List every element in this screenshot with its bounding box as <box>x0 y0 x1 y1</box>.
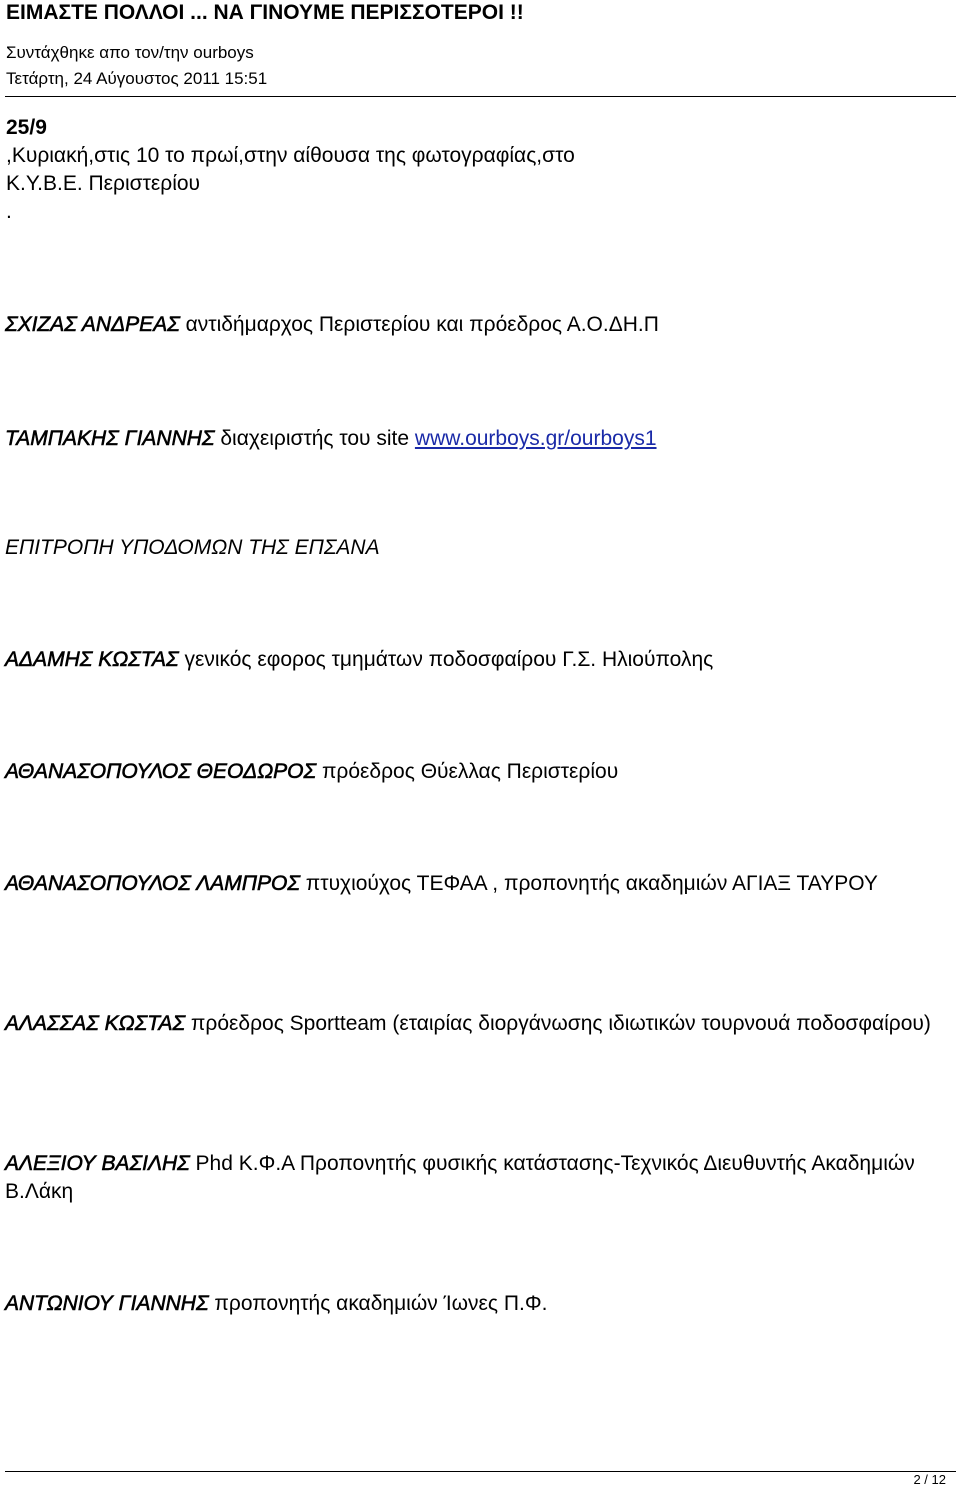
date-heading: 25/9 <box>6 116 47 139</box>
entry-alassas <box>5 1010 950 1038</box>
entry-antoniou <box>5 1290 950 1318</box>
entry-name: ΑΘΑΝΑΣΟΠΟΥΛΟΣ ΛΑΜΠΡΟΣ <box>5 872 300 895</box>
entry-alexiou <box>5 1150 950 1206</box>
entry-athanasopoulos-theodoros <box>5 758 950 786</box>
entry-name: ΑΘΑΝΑΣΟΠΟΥΛΟΣ ΘΕΟΔΩΡΟΣ <box>5 760 317 783</box>
site-link[interactable]: www.ourboys.gr/ourboys1 <box>414 427 657 450</box>
entry-name: ΣΧΙΖΑΣ ΑΝΔΡΕΑΣ <box>5 313 180 336</box>
page-number: 2 / 12 <box>913 1472 946 1487</box>
entry-name: ΕΠΙΤΡΟΠΗ ΥΠΟΔΟΜΩΝ ΤΗΣ ΕΠΣΑΝΑ <box>5 536 380 559</box>
entry-name: ΑΝΤΩΝΙΟΥ ΓΙΑΝΝΗΣ <box>5 1292 209 1315</box>
page-title: ΕΙΜΑΣΤΕ ΠΟΛΛΟΙ ... ΝΑ ΓΙΝΟΥΜΕ ΠΕΡΙΣΣΟΤΕΡΟΙ !! <box>6 1 524 24</box>
entry-name: ΑΔΑΜΗΣ ΚΩΣΤΑΣ <box>5 648 179 671</box>
entry-name: ΑΛΕΞΙΟΥ ΒΑΣΙΛΗΣ <box>5 1152 190 1175</box>
entry-committee <box>5 534 950 562</box>
intro-period: . <box>6 200 12 223</box>
header-divider <box>5 96 956 97</box>
entry-tampakis <box>5 425 950 453</box>
entry-adamis <box>5 646 950 674</box>
entry-schizas <box>5 311 950 339</box>
entry-description: Phd Κ.Φ.Α Προπονητής φυσικής κατάστασης-Τεχνικός Διευθυντής Ακαδημιών Β.Λάκη <box>5 1152 915 1203</box>
entry-description: προπονητής ακαδημιών Ίωνες Π.Φ. <box>208 1292 548 1315</box>
entry-description: αντιδήμαρχος Περιστερίου και πρόεδρος Α.Ο.ΔΗ.Π <box>179 313 659 336</box>
entry-description: πρόεδρος Sportteam (εταιρίας διοργάνωσης ιδιωτικών τουρνουά ποδοσφαίρου) <box>185 1012 931 1035</box>
intro-line-1: ,Κυριακή,στις 10 το πρωί,στην αίθουσα της φωτογραφίας,στο <box>6 144 575 167</box>
entry-name: ΑΛΑΣΣΑΣ ΚΩΣΤΑΣ <box>5 1012 186 1035</box>
entry-athanasopoulos-lampros <box>5 870 950 898</box>
entry-description: γενικός εφορος τμημάτων ποδοσφαίρου Γ.Σ. Ηλιούπολης <box>178 648 714 671</box>
date-line: Τετάρτη, 24 Αύγουστος 2011 15:51 <box>6 69 268 88</box>
entry-description: πρόεδρος Θύελλας Περιστερίου <box>316 760 619 783</box>
footer-divider <box>5 1471 956 1472</box>
entry-description: διαχειριστής του site <box>214 427 415 450</box>
entry-name: ΤΑΜΠΑΚΗΣ ΓΙΑΝΝΗΣ <box>5 427 215 450</box>
entry-description: πτυχιούχος ΤΕΦΑΑ , προπονητής ακαδημιών ΑΓΙΑΞ ΤΑΥΡΟΥ <box>299 872 878 895</box>
intro-line-2: Κ.Υ.Β.Ε. Περιστερίου <box>6 172 201 195</box>
author-line: Συντάχθηκε απο τον/την ourboys <box>6 43 254 62</box>
